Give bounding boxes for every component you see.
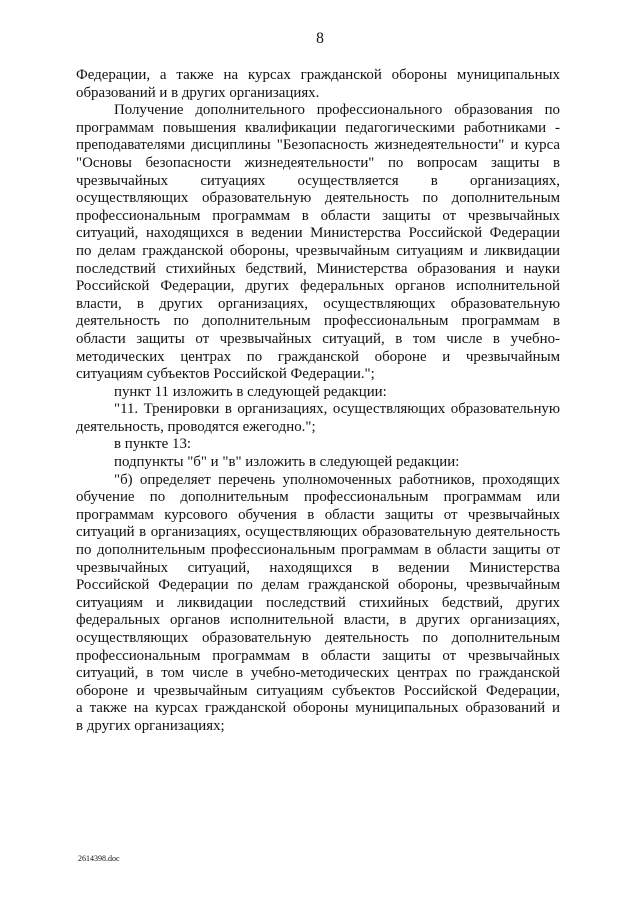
document-body bbox=[76, 67, 560, 736]
text-line: Получение дополнительного профессионального образования по bbox=[114, 102, 560, 119]
text-line: осуществляющих образовательную деятельность по дополнительным bbox=[76, 190, 560, 207]
text-line: последствий стихийных бедствий, Министерства образования и науки bbox=[76, 260, 560, 277]
text-line: пункт 11 изложить в следующей редакции: bbox=[114, 383, 387, 400]
text-line: а также на курсах гражданской обороны муниципальных образований и bbox=[76, 700, 560, 717]
text-line: области защиты от чрезвычайных ситуаций, в том числе в учебно- bbox=[76, 330, 560, 347]
text-line: Федерации, а также на курсах гражданской обороны муниципальных bbox=[76, 67, 560, 83]
text-line: федеральных органов исполнительной власти, в других организациях, bbox=[76, 612, 560, 629]
text-line: осуществляющих образовательную деятельность по дополнительным bbox=[76, 630, 560, 646]
text-line: обороне и чрезвычайным ситуациям субъектов Российской Федерации, bbox=[76, 682, 560, 699]
text-line: профессиональным программам в области защиты от чрезвычайных bbox=[76, 647, 560, 664]
text-line: ситуациям субъектов Российской Федерации."; bbox=[76, 366, 375, 383]
text-line: профессиональным программам в области защиты от чрезвычайных bbox=[76, 207, 560, 224]
text-line: деятельность, проводятся ежегодно."; bbox=[76, 418, 316, 435]
text-line: чрезвычайных ситуаций, находящихся в ведении Министерства bbox=[76, 559, 560, 576]
text-line: "Основы безопасности жизнедеятельности" по вопросам защиты в bbox=[76, 154, 560, 171]
text-line: программам повышения квалификации педагогическими работниками - bbox=[76, 119, 560, 136]
text-line: "б) определяет перечень уполномоченных работников, проходящих bbox=[114, 471, 560, 488]
text-line: ситуаций, в том числе в учебно-методических центрах по гражданской bbox=[76, 665, 560, 682]
text-line: программам курсового обучения в области защиты от чрезвычайных bbox=[76, 506, 560, 523]
text-line: "11. Тренировки в организациях, осуществляющих образовательную bbox=[114, 401, 560, 418]
text-line: в других организациях; bbox=[76, 717, 225, 734]
text-line: по дополнительным профессиональным программам в области защиты от bbox=[76, 542, 560, 559]
text-line: ситуаций в организациях, осуществляющих образовательную деятельность bbox=[76, 524, 560, 541]
footer-filename: 2614398.doc bbox=[78, 854, 120, 863]
text-line: обучение по дополнительным профессиональным программам или bbox=[76, 489, 560, 506]
text-line: по делам гражданской обороны, чрезвычайным ситуациям и ликвидации bbox=[76, 242, 560, 259]
page-number: 8 bbox=[316, 30, 324, 47]
text-line: ситуациям и ликвидации последствий стихийных бедствий, других bbox=[76, 594, 560, 611]
text-line: ситуаций, находящихся в ведении Министерства Российской Федерации bbox=[76, 225, 560, 242]
text-line: власти, в других организациях, осуществляющих образовательную bbox=[76, 295, 560, 312]
text-line: Российской Федерации по делам гражданской обороны, чрезвычайным bbox=[76, 577, 560, 594]
text-line: преподавателями дисциплины "Безопасность жизнедеятельности" и курса bbox=[76, 137, 560, 154]
text-line: в пункте 13: bbox=[114, 436, 192, 453]
text-line: Российской Федерации, других федеральных органов исполнительной bbox=[76, 278, 560, 295]
text-line: методических центрах по гражданской обороне и чрезвычайным bbox=[76, 348, 560, 365]
text-line: подпункты "б" и "в" изложить в следующей редакции: bbox=[114, 454, 460, 471]
text-line: деятельность по дополнительным профессиональным программам в bbox=[76, 313, 560, 330]
text-line: чрезвычайных ситуациях осуществляется в организациях, bbox=[76, 172, 560, 189]
text-line: образований и в других организациях. bbox=[76, 84, 320, 101]
